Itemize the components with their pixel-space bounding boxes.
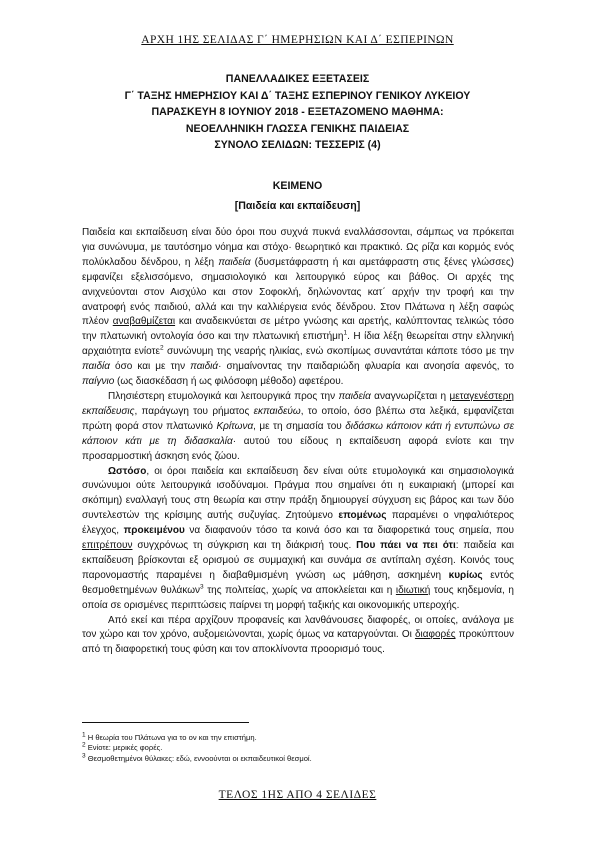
exam-subject-name: ΝΕΟΕΛΛΗΝΙΚΗ ΓΛΩΣΣΑ ΓΕΝΙΚΗΣ ΠΑΙΔΕΙΑΣ: [185, 122, 410, 135]
underlined-word: αναβαθμίζεται: [112, 316, 176, 328]
text-title: [Παιδεία και εκπαίδευση]: [234, 200, 361, 212]
underlined-word: επιτρέπουν: [82, 540, 133, 552]
exam-date-subject: ΠΑΡΑΣΚΕΥΗ 8 ΙΟΥΝΙΟΥ 2018 - ΕΞΕΤΑΖΟΜΕΝΟ ΜΑΘΗΜΑ:: [151, 106, 444, 119]
paragraph-1: Παιδεία και εκπαίδευση είναι δύο όροι που συχνά πυκνά εναλλάσσονται, σάμπως να πρόκειται για συνώνυμα, με ταυτόσημο νόημα και στόχο· θεωρητικό και πρακτικό. Ως ρίζα και κορμός ενός πολύκλαδου δένδρου, η λέξη παιδεία (δυσμετάφραστη ή και αμετάφραστη στις ξένες γλώσσες) εμφανίζει εξελισσόμενο, σημασιολογικό και λειτουργικό εύρος και βάθος. Οι αρχές της ανιχνεύονται στον Αισχύλο και στον Σοφοκλή, δηλώνοντας κατ΄ αρχήν την τροφή και την ανατροφή ενός παιδιού, αλλά και την καλλιέργεια ενός δένδρου. Στον Πλάτωνα η λέξη σαφώς πλέον αναβαθμίζεται και αναδεικνύεται σε μέτρο γνώσης και αρετής, καλύπτοντας τελικώς τόσο την πλατωνική οντολογία όσο και την πλατωνική επιστήμη$^1$. Η ίδια λέξη θεωρείται στην ελληνική αρχαιότητα ενίοτε$^2$ συνώνυμη της νεαρής ηλικίας, ενώ σκοπίμως συναντάται κάποτε τόσο με την παιδία όσο και με την παιδιά· σημαίνοντας την παιδαριώδη φλυαρία και ανοησία αφενός, το παίγνιο (ως διασκέδαση ή ως φιλόσοφη μέθοδο) αφετέρου.: [82, 227, 514, 388]
bold-connective: Ωστόσο: [108, 465, 147, 477]
footnote-3: $^3$ Θεσμοθετημένοι θύλακες: εδώ, εννοούνται οι εκπαιδευτικοί θεσμοί.: [82, 752, 312, 763]
underlined-word: μεταγενέστερη: [449, 390, 514, 402]
exam-info-block: [0, 71, 595, 154]
bold-connective: Που πάει να πει ότι: [356, 540, 456, 552]
section-title: ΚΕΙΜΕΝΟ: [272, 180, 323, 192]
bold-connective: κυρίως: [448, 569, 483, 581]
footnote-divider: [82, 722, 249, 723]
bold-connective: επομένως: [338, 510, 387, 522]
exam-title: ΠΑΝΕΛΛΑΔΙΚΕΣ ΕΞΕΤΑΣΕΙΣ: [225, 73, 370, 85]
underlined-word: ιδιωτική: [395, 584, 431, 596]
exam-page-count: ΣΥΝΟΛΟ ΣΕΛΙΔΩΝ: ΤΕΣΣΕΡΙΣ (4): [214, 139, 381, 152]
footnotes: [82, 733, 512, 764]
bold-connective: προκειμένου: [123, 525, 185, 537]
page-footer: [0, 789, 595, 801]
passage-text: [82, 226, 514, 658]
underlined-word: διαφορές: [414, 629, 456, 641]
paragraph-3: Ωστόσο, οι όροι παιδεία και εκπαίδευση δεν είναι ούτε ετυμολογικά και σημασιολογικά συνώνυμοι ούτε λειτουργικά ισοδύναμοι. Πράγμα που σημαίνει ότι η ευκαιριακή (μπορεί και σκόπιμη) εναλλαγή τους στη θεωρία και στην πράξη δημιουργεί σύγχυση εις βάρος και των δύο συντελεστών της κρίσιμης αυτής συζυγίας. Ζητούμενο επομένως παραμένει ο νηφαλιότερος έλεγχος, προκειμένου να διαφανούν τόσο τα κοινά όσο και τα διαφορετικά τους σημεία, που επιτρέπουν συγχρόνως τη σύγκριση και τη διάκρισή τους. Που πάει να πει ότι: παιδεία και εκπαίδευση βρίσκονται εξ ορισμού σε συμμαχική και συνάμα σε αντίπαλη σχέση. Κοινός τους παρονομαστής παραμένει η διαβαθμισμένη γνώση ως μάθηση, ασκημένη κυρίως εντός θεσμοθετημένων θυλάκων$^3$ της πολιτείας, χωρίς να αποκλείεται και η ιδιωτική τους κηδεμονία, η οποία σε ορισμένες περιπτώσεις παίρνει τη μορφή ταξικής και οικονομικής υπεροχής.: [82, 465, 514, 611]
page-footer-text: ΤΕΛΟΣ 1ΗΣ ΑΠΟ 4 ΣΕΛΙΔΕΣ: [218, 789, 377, 801]
footnote-ref-3: 3: [200, 583, 204, 591]
footnote-ref-1: 1: [343, 330, 348, 338]
paragraph-2: Πλησιέστερη ετυμολογικά και λειτουργικά προς την παιδεία αναγνωρίζεται η μεταγενέστερη εκπαίδευσις, παράγωγη του ρήματος εκπαιδεύω, το οποίο, όσο βλέπω στα λεξικά, εμφανίζεται πρώτη φορά στον πλατωνικό Κρίτωνα, με τη σημασία του διδάσκω κάποιον κάτι ή εντυπώνω σε κάποιον κάτι με τη διδασκαλία· αυτού του είδους η εκπαίδευση αφορά ενίοτε και την προσαρμοστική άσκηση ενός ζώου.: [82, 390, 514, 462]
page-header: [0, 34, 595, 46]
paragraph-4: Από εκεί και πέρα αρχίζουν προφανείς και λανθάνουσες διαφορές, οι οποίες, ανάλογα με τον χώρο και τον χρόνο, αυξομειώνονται, χωρίς όμως να καταργούνται. Οι διαφορές προκύπτουν από τη διαφορετική τους φύση και τον αποκλίνοντα προορισμό τους.: [82, 614, 514, 656]
footnote-2: $^2$ Ενίοτε: μερικές φορές.: [82, 741, 163, 753]
exam-classes: Γ΄ ΤΑΞΗΣ ΗΜΕΡΗΣΙΟΥ ΚΑΙ Δ΄ ΤΑΞΗΣ ΕΣΠΕΡΙΝΟΥ ΓΕΝΙΚΟΥ ΛΥΚΕΙΟΥ: [124, 89, 471, 102]
footnote-1: $^1$ Η θεωρία του Πλάτωνα για το ον και την επιστήμη.: [82, 731, 257, 742]
page-header-text: ΑΡΧΗ 1ΗΣ ΣΕΛΙΔΑΣ Γ΄ ΗΜΕΡΗΣΙΩΝ ΚΑΙ Δ΄ ΕΣΠΕΡΙΝΩΝ: [141, 34, 454, 46]
footnote-ref-2: 2: [159, 344, 164, 352]
